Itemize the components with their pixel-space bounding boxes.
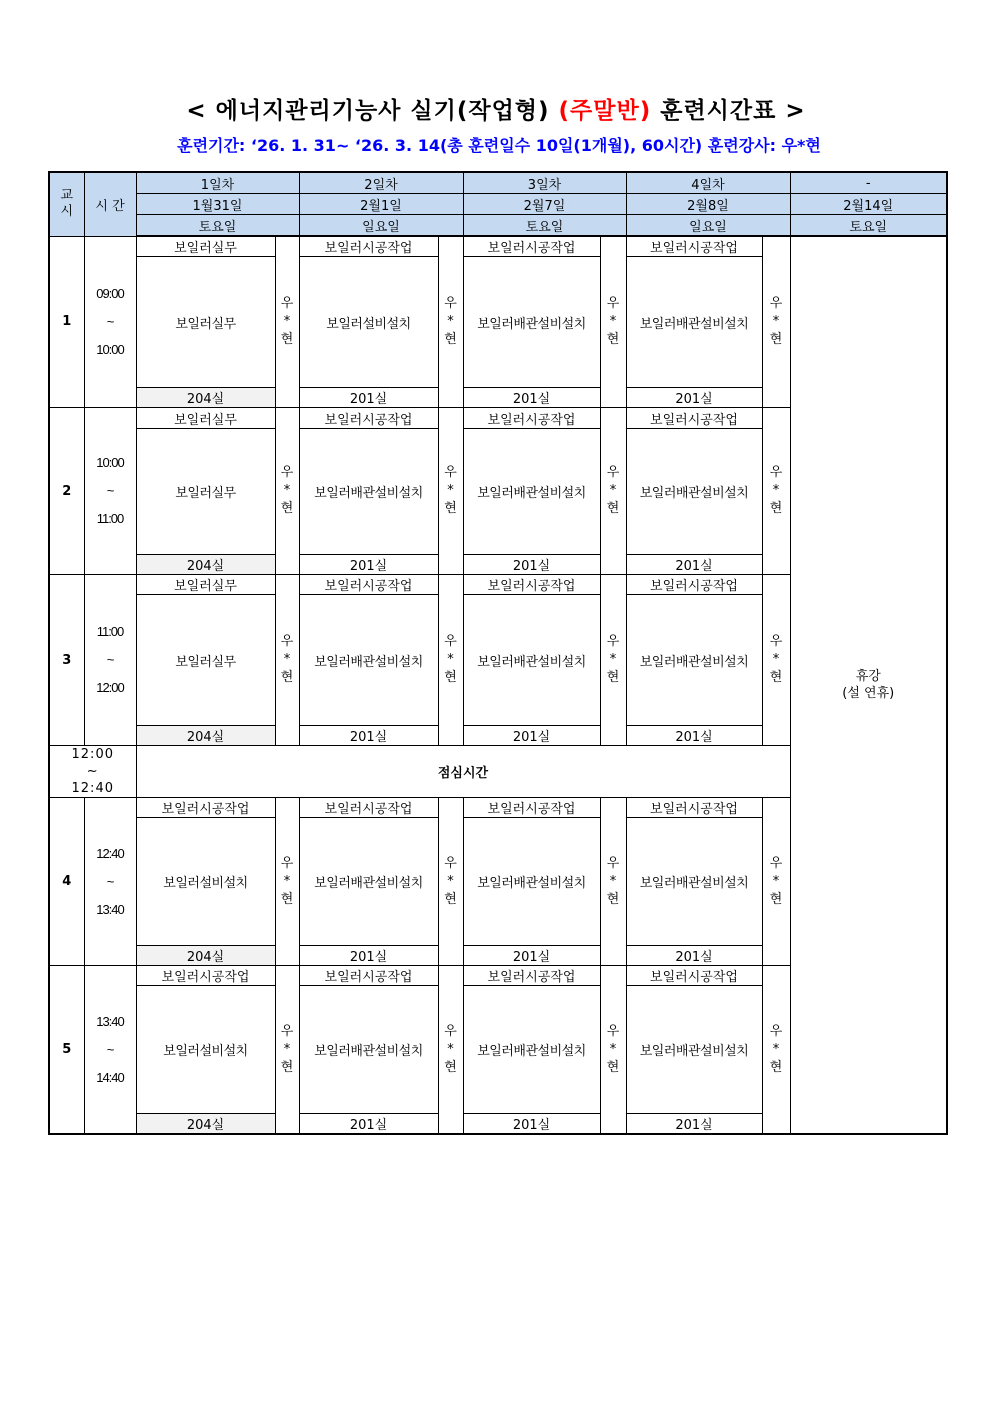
classroom: 201실 xyxy=(463,1114,600,1135)
time-header: 시 간 xyxy=(84,172,136,236)
title-suffix: 훈련시간표 > xyxy=(651,98,806,124)
period-number: 2 xyxy=(49,408,84,575)
course-category: 보일러시공작업 xyxy=(299,408,438,429)
instructor-line2: * xyxy=(447,483,454,498)
instructor-line2: * xyxy=(283,1041,291,1057)
course-subject: 보일러배관설비설치 xyxy=(299,986,438,1114)
instructor-cell xyxy=(438,236,463,408)
instructor-line3: 현 xyxy=(606,670,620,685)
classroom: 201실 xyxy=(463,388,600,408)
instructor-line3: 현 xyxy=(444,501,457,516)
instructor-line3: 현 xyxy=(444,670,457,685)
instructor-line1: 우 xyxy=(769,465,783,480)
course-subject: 보일러설비설치 xyxy=(299,257,438,388)
instructor-cell xyxy=(762,966,790,1135)
instructor-line1: 우 xyxy=(769,1023,783,1039)
day-header-4: 4일차 xyxy=(626,172,790,194)
weekday-header-1: 토요일 xyxy=(136,215,299,237)
period-row xyxy=(49,236,947,257)
title-prefix: < 에너지관리기능사 실기(작업형) xyxy=(186,98,559,124)
date-header-5: 2월14일 xyxy=(790,194,947,215)
training-period-subtitle: 훈련기간: ‘26. 1. 31~ ‘26. 3. 14(총 훈련일수 10일(1개월), 60시간) 훈련강사: 우*현 xyxy=(177,136,821,155)
instructor-cell xyxy=(762,798,790,966)
period-header-bottom: 시 xyxy=(60,204,74,220)
lunch-sep: ~ xyxy=(86,764,99,779)
instructor-line3: 현 xyxy=(769,332,783,347)
instructor-cell xyxy=(600,408,626,575)
instructor-line2: * xyxy=(772,873,780,889)
holiday-reason: (설 연휴) xyxy=(842,686,895,701)
instructor-line1: 우 xyxy=(280,465,294,480)
instructor-line2: * xyxy=(447,652,454,667)
time-start: 11:00 xyxy=(96,624,124,639)
time-end: 10:00 xyxy=(96,341,124,357)
course-subject: 보일러배관설비설치 xyxy=(626,429,762,555)
course-category: 보일러시공작업 xyxy=(299,236,438,257)
course-subject: 보일러실무 xyxy=(136,257,275,388)
classroom: 204실 xyxy=(136,555,275,575)
time-end: 11:00 xyxy=(96,511,124,526)
course-category: 보일러시공작업 xyxy=(626,236,762,257)
title-highlight: (주말반) xyxy=(558,98,652,124)
instructor-line1: 우 xyxy=(769,296,783,311)
instructor-cell xyxy=(438,408,463,575)
course-subject: 보일러배관설비설치 xyxy=(463,595,600,726)
period-number: 5 xyxy=(49,966,84,1135)
weekday-header-4: 일요일 xyxy=(626,215,790,237)
time-end: 13:40 xyxy=(96,901,124,917)
day-header-2: 2일차 xyxy=(299,172,463,194)
date-header-3: 2월7일 xyxy=(463,194,626,215)
classroom: 204실 xyxy=(136,946,275,966)
timetable xyxy=(48,171,948,1135)
time-sep: ~ xyxy=(106,652,114,667)
instructor-line1: 우 xyxy=(444,465,457,480)
instructor-line2: * xyxy=(772,1041,780,1057)
instructor-line1: 우 xyxy=(280,296,294,311)
weekday-header-5: 토요일 xyxy=(790,215,947,237)
instructor-line1: 우 xyxy=(606,296,620,311)
instructor-line3: 현 xyxy=(280,1059,294,1075)
time-sep: ~ xyxy=(106,1041,114,1057)
date-header-4: 2월8일 xyxy=(626,194,790,215)
time-start: 13:40 xyxy=(96,1013,124,1029)
instructor-line1: 우 xyxy=(606,465,620,480)
instructor-line1: 우 xyxy=(444,296,457,311)
course-subject: 보일러배관설비설치 xyxy=(299,818,438,946)
classroom: 201실 xyxy=(626,946,762,966)
instructor-line3: 현 xyxy=(769,891,783,907)
lunch-start: 12:00 xyxy=(71,747,114,762)
instructor-cell xyxy=(275,236,299,408)
instructor-line1: 우 xyxy=(280,855,294,871)
instructor-line1: 우 xyxy=(769,634,783,649)
header-row-weekday xyxy=(49,215,947,237)
course-subject: 보일러실무 xyxy=(136,595,275,726)
classroom: 201실 xyxy=(463,946,600,966)
instructor-line2: * xyxy=(772,314,780,329)
period-header-top: 교 xyxy=(60,188,74,204)
course-category: 보일러실무 xyxy=(136,236,275,257)
course-category: 보일러시공작업 xyxy=(463,575,600,595)
instructor-cell xyxy=(275,798,299,966)
instructor-line1: 우 xyxy=(769,855,783,871)
course-category: 보일러시공작업 xyxy=(463,798,600,818)
course-category: 보일러실무 xyxy=(136,575,275,595)
instructor-line1: 우 xyxy=(280,634,294,649)
instructor-line2: * xyxy=(609,483,617,498)
period-number: 3 xyxy=(49,575,84,746)
instructor-cell xyxy=(762,236,790,408)
instructor-line2: * xyxy=(609,1041,617,1057)
instructor-line2: * xyxy=(283,314,291,329)
classroom: 201실 xyxy=(299,726,438,746)
instructor-line3: 현 xyxy=(606,891,620,907)
day-header-1: 1일차 xyxy=(136,172,299,194)
instructor-line1: 우 xyxy=(606,855,620,871)
instructor-line2: * xyxy=(609,314,617,329)
weekday-header-2: 일요일 xyxy=(299,215,463,237)
classroom: 204실 xyxy=(136,1114,275,1135)
course-category: 보일러시공작업 xyxy=(626,575,762,595)
course-subject: 보일러배관설비설치 xyxy=(626,257,762,388)
time-sep: ~ xyxy=(106,483,114,498)
period-time xyxy=(84,236,136,408)
instructor-line2: * xyxy=(447,314,454,329)
instructor-cell xyxy=(762,575,790,746)
instructor-line2: * xyxy=(283,483,291,498)
time-sep: ~ xyxy=(106,873,114,889)
course-category: 보일러시공작업 xyxy=(626,798,762,818)
lunch-end: 12:40 xyxy=(71,781,114,796)
instructor-cell xyxy=(762,408,790,575)
instructor-line3: 현 xyxy=(769,501,783,516)
instructor-cell xyxy=(438,798,463,966)
date-header-2: 2월1일 xyxy=(299,194,463,215)
course-subject: 보일러배관설비설치 xyxy=(463,429,600,555)
period-header xyxy=(49,172,84,236)
instructor-line3: 현 xyxy=(769,670,783,685)
weekday-header-3: 토요일 xyxy=(463,215,626,237)
instructor-line2: * xyxy=(283,652,291,667)
period-time xyxy=(84,966,136,1135)
course-subject: 보일러배관설비설치 xyxy=(463,257,600,388)
classroom: 201실 xyxy=(626,555,762,575)
course-category: 보일러시공작업 xyxy=(463,966,600,986)
instructor-cell xyxy=(275,408,299,575)
time-start: 10:00 xyxy=(96,455,124,470)
instructor-line3: 현 xyxy=(606,1059,620,1075)
instructor-cell xyxy=(438,966,463,1135)
instructor-cell xyxy=(275,575,299,746)
course-subject: 보일러배관설비설치 xyxy=(626,595,762,726)
period-time xyxy=(84,408,136,575)
instructor-line2: * xyxy=(609,873,617,889)
instructor-line2: * xyxy=(772,652,780,667)
header-row-date xyxy=(49,194,947,215)
classroom: 201실 xyxy=(299,555,438,575)
header-row-day xyxy=(49,172,947,194)
time-start: 12:40 xyxy=(96,845,124,861)
classroom: 201실 xyxy=(463,555,600,575)
classroom: 204실 xyxy=(136,726,275,746)
classroom: 201실 xyxy=(299,946,438,966)
page-title xyxy=(0,92,992,125)
instructor-cell xyxy=(600,966,626,1135)
course-category: 보일러시공작업 xyxy=(136,966,275,986)
lunch-label: 점심시간 xyxy=(136,746,790,798)
period-number: 1 xyxy=(49,236,84,408)
day-header-5: - xyxy=(790,172,947,194)
course-category: 보일러시공작업 xyxy=(299,575,438,595)
classroom: 201실 xyxy=(626,388,762,408)
course-subject: 보일러배관설비설치 xyxy=(299,429,438,555)
course-category: 보일러시공작업 xyxy=(626,966,762,986)
lunch-time xyxy=(49,746,136,798)
instructor-line3: 현 xyxy=(280,670,294,685)
period-time xyxy=(84,575,136,746)
period-number: 4 xyxy=(49,798,84,966)
holiday-cell xyxy=(790,236,947,1134)
instructor-cell xyxy=(275,966,299,1135)
time-start: 09:00 xyxy=(96,285,124,301)
course-category: 보일러시공작업 xyxy=(463,236,600,257)
course-subject: 보일러배관설비설치 xyxy=(299,595,438,726)
instructor-line1: 우 xyxy=(444,634,457,649)
classroom: 201실 xyxy=(299,388,438,408)
holiday-label: 휴강 xyxy=(855,669,881,684)
instructor-line2: * xyxy=(772,483,780,498)
instructor-line3: 현 xyxy=(444,891,457,907)
course-category: 보일러실무 xyxy=(136,408,275,429)
time-end: 12:00 xyxy=(96,680,124,695)
instructor-line1: 우 xyxy=(444,855,457,871)
instructor-line1: 우 xyxy=(606,634,620,649)
classroom: 201실 xyxy=(463,726,600,746)
time-end: 14:40 xyxy=(96,1069,124,1085)
instructor-line3: 현 xyxy=(444,332,457,347)
instructor-line2: * xyxy=(447,1041,454,1057)
instructor-line1: 우 xyxy=(280,1023,294,1039)
day-header-3: 3일차 xyxy=(463,172,626,194)
classroom: 201실 xyxy=(626,726,762,746)
instructor-line1: 우 xyxy=(606,1023,620,1039)
instructor-line2: * xyxy=(283,873,291,889)
instructor-line3: 현 xyxy=(280,891,294,907)
course-category: 보일러시공작업 xyxy=(299,966,438,986)
course-category: 보일러시공작업 xyxy=(136,798,275,818)
instructor-cell xyxy=(600,798,626,966)
instructor-line2: * xyxy=(609,652,617,667)
course-category: 보일러시공작업 xyxy=(299,798,438,818)
course-subject: 보일러배관설비설치 xyxy=(463,818,600,946)
course-subject: 보일러설비설치 xyxy=(136,818,275,946)
instructor-cell xyxy=(600,575,626,746)
classroom: 204실 xyxy=(136,388,275,408)
instructor-line3: 현 xyxy=(606,501,620,516)
classroom: 201실 xyxy=(299,1114,438,1135)
course-subject: 보일러배관설비설치 xyxy=(463,986,600,1114)
instructor-line3: 현 xyxy=(280,501,294,516)
period-time xyxy=(84,798,136,966)
time-sep: ~ xyxy=(106,313,114,329)
course-subject: 보일러실무 xyxy=(136,429,275,555)
course-subject: 보일러설비설치 xyxy=(136,986,275,1114)
course-subject: 보일러배관설비설치 xyxy=(626,818,762,946)
date-header-1: 1월31일 xyxy=(136,194,299,215)
instructor-line1: 우 xyxy=(444,1023,457,1039)
instructor-cell xyxy=(438,575,463,746)
course-subject: 보일러배관설비설치 xyxy=(626,986,762,1114)
classroom: 201실 xyxy=(626,1114,762,1135)
instructor-line3: 현 xyxy=(606,332,620,347)
instructor-line2: * xyxy=(447,873,454,889)
instructor-line3: 현 xyxy=(444,1059,457,1075)
instructor-cell xyxy=(600,236,626,408)
instructor-line3: 현 xyxy=(280,332,294,347)
course-category: 보일러시공작업 xyxy=(626,408,762,429)
course-category: 보일러시공작업 xyxy=(463,408,600,429)
instructor-line3: 현 xyxy=(769,1059,783,1075)
